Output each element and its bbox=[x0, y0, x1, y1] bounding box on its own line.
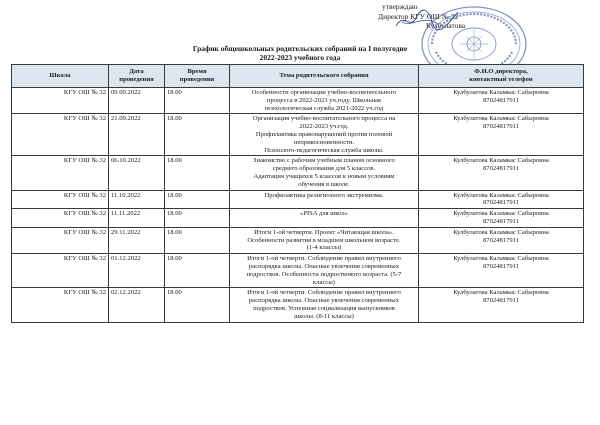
cell-contact-line: 87024817911 bbox=[482, 123, 520, 131]
cell-contact-line: Кулбулатова Каламкас Сабыровна bbox=[453, 255, 549, 263]
cell-school: КГУ ОШ № 32 bbox=[12, 190, 109, 209]
cell-contact bbox=[419, 190, 584, 209]
cell-contact-line: 87024817911 bbox=[482, 96, 520, 104]
cell-topic-line: Профилактика религиозного экстремизма. bbox=[264, 191, 384, 199]
cell-contact-line: 87024817911 bbox=[482, 165, 520, 173]
cell-topic-line: 2022-2023 уч.год. bbox=[299, 123, 349, 131]
cell-date: 11.11.2022 bbox=[109, 209, 165, 228]
cell-date: 21.09.2022 bbox=[109, 114, 165, 156]
cell-topic-line: распорядка школы. Опасные увлечения современных bbox=[249, 262, 399, 270]
approval-line-1: утверждаю bbox=[382, 2, 418, 11]
cell-contact-line: Кулбулатова Каламкас Сабыровна bbox=[453, 289, 549, 297]
cell-topic bbox=[230, 227, 419, 253]
table-row bbox=[12, 114, 584, 156]
cell-contact-line: Кулбулатова Каламкас Сабыровна bbox=[453, 210, 549, 218]
table-row bbox=[12, 209, 584, 228]
cell-topic-line: классы) bbox=[313, 278, 335, 286]
cell-school: КГУ ОШ № 32 bbox=[12, 88, 109, 114]
header-date: Дата проведения bbox=[109, 65, 165, 88]
cell-contact-line: 87024817911 bbox=[482, 262, 520, 270]
approval-line-2: Директор КГУ ОШ № 32 bbox=[378, 11, 459, 21]
cell-topic-line: обучения в школе. bbox=[298, 180, 350, 188]
cell-school: КГУ ОШ № 32 bbox=[12, 156, 109, 190]
table-row bbox=[12, 190, 584, 209]
header-school: Школа bbox=[12, 65, 109, 88]
approval-block bbox=[378, 2, 465, 31]
table-row bbox=[12, 254, 584, 288]
document-title bbox=[0, 44, 600, 62]
cell-topic-line: Итоги 1-ой четверти. Соблюдение правил внутреннего bbox=[247, 255, 401, 263]
cell-date: 09.09.2022 bbox=[109, 88, 165, 114]
cell-topic bbox=[230, 88, 419, 114]
cell-contact-line: Кулбулатова Каламкас Сабыровна bbox=[453, 191, 549, 199]
cell-topic-line: Профилактика правонарушений против половой bbox=[255, 130, 393, 138]
cell-date: 06.10.2022 bbox=[109, 156, 165, 190]
cell-topic bbox=[230, 254, 419, 288]
cell-contact-line: Кулбулатова Каламкас Сабыровна bbox=[453, 228, 549, 236]
cell-date: 02.12.2022 bbox=[109, 288, 165, 322]
approval-line-3: Кулбулатова bbox=[426, 21, 466, 30]
cell-topic bbox=[230, 288, 419, 322]
cell-contact bbox=[419, 88, 584, 114]
cell-topic bbox=[230, 156, 419, 190]
cell-contact-line: 87024817911 bbox=[482, 236, 520, 244]
cell-topic bbox=[230, 209, 419, 228]
cell-topic-line: подростков. Особенности подросткового возраста. (5-7 bbox=[246, 270, 402, 278]
header-topic: Тема родительского собрания bbox=[230, 65, 419, 88]
cell-topic-line: распорядка школы. Опасные увлечения современных bbox=[249, 297, 399, 305]
cell-contact bbox=[419, 114, 584, 156]
header-time: Время проведения bbox=[165, 65, 230, 88]
cell-date: 29.11.2022 bbox=[109, 227, 165, 253]
cell-contact bbox=[419, 209, 584, 228]
cell-school: КГУ ОШ № 32 bbox=[12, 209, 109, 228]
cell-date: 11.10.2022 bbox=[109, 190, 165, 209]
cell-contact-line: Кулбулатова Каламкас Сабыровна bbox=[453, 89, 549, 96]
header-contact: Ф.И.О директора, контактный телефон bbox=[419, 65, 584, 88]
meetings-schedule-table bbox=[11, 64, 584, 323]
cell-time: 18.00 bbox=[165, 209, 230, 228]
cell-time: 18.00 bbox=[165, 156, 230, 190]
cell-topic-line: Итоги 1-ой четверти. Проект «Читающая школа». bbox=[254, 228, 394, 236]
cell-topic-line: Особенности развития в младшем школьном возрасте. bbox=[247, 236, 401, 244]
cell-contact-line: Кулбулатова Каламкас Сабыровна bbox=[453, 157, 549, 165]
cell-time: 18.00 bbox=[165, 254, 230, 288]
cell-topic-line: психологическая служба 2021-2022 уч.год bbox=[264, 104, 384, 112]
cell-time: 18.00 bbox=[165, 88, 230, 114]
cell-time: 18.00 bbox=[165, 114, 230, 156]
cell-topic-line: процесса в 2022-2023 уч.году. Школьная bbox=[267, 96, 381, 104]
cell-school: КГУ ОШ № 32 bbox=[12, 114, 109, 156]
cell-contact-line: 87024817911 bbox=[482, 297, 520, 305]
cell-topic-line: Организация учебно-воспитательного процесса на bbox=[252, 115, 396, 123]
cell-time: 18.00 bbox=[165, 288, 230, 322]
cell-time: 18.00 bbox=[165, 227, 230, 253]
cell-topic-line: Знакомство с рабочим учебным планом основного bbox=[253, 157, 395, 165]
cell-contact-line: 87024817911 bbox=[482, 217, 520, 225]
cell-school: КГУ ОШ № 32 bbox=[12, 254, 109, 288]
cell-time: 18.00 bbox=[165, 190, 230, 209]
cell-contact-line: 87024817911 bbox=[482, 199, 520, 207]
table-row bbox=[12, 156, 584, 190]
cell-topic bbox=[230, 114, 419, 156]
cell-date: 01.12.2022 bbox=[109, 254, 165, 288]
cell-contact bbox=[419, 254, 584, 288]
cell-topic-line: Адаптация учащихся 5 классов к новым условиям bbox=[253, 172, 395, 180]
cell-school: КГУ ОШ № 32 bbox=[12, 227, 109, 253]
title-line-1: График общешкольных родительских собраний на I полугодие bbox=[192, 44, 408, 53]
cell-contact-line: Кулбулатова Каламкас Сабыровна bbox=[453, 115, 549, 123]
table-row bbox=[12, 88, 584, 114]
cell-contact bbox=[419, 288, 584, 322]
table-row bbox=[12, 288, 584, 322]
cell-contact bbox=[419, 156, 584, 190]
cell-topic-line: Особенности организации учебно-воспитательного bbox=[251, 89, 397, 96]
cell-topic-line: «PISA для школ» bbox=[300, 210, 348, 218]
cell-topic-line: подростков. Успешная социализация выпускников bbox=[253, 304, 395, 312]
cell-topic-line: Психолого-педагогическая служба школы. bbox=[264, 146, 384, 154]
cell-topic-line: школы. (8-11 классы) bbox=[294, 312, 354, 320]
cell-topic bbox=[230, 190, 419, 209]
cell-topic-line: неприкосновенности. bbox=[293, 138, 355, 146]
cell-topic-line: (1-4 классы) bbox=[306, 244, 342, 252]
cell-school: КГУ ОШ № 32 bbox=[12, 288, 109, 322]
cell-contact bbox=[419, 227, 584, 253]
table-row bbox=[12, 227, 584, 253]
table-header-row bbox=[12, 65, 584, 88]
title-line-2: 2022-2023 учебного года bbox=[259, 53, 341, 62]
cell-topic-line: Итоги 1-ой четверти. Соблюдение правил внутреннего bbox=[247, 289, 401, 297]
cell-topic-line: среднего образования для 5 классов. bbox=[272, 165, 376, 173]
